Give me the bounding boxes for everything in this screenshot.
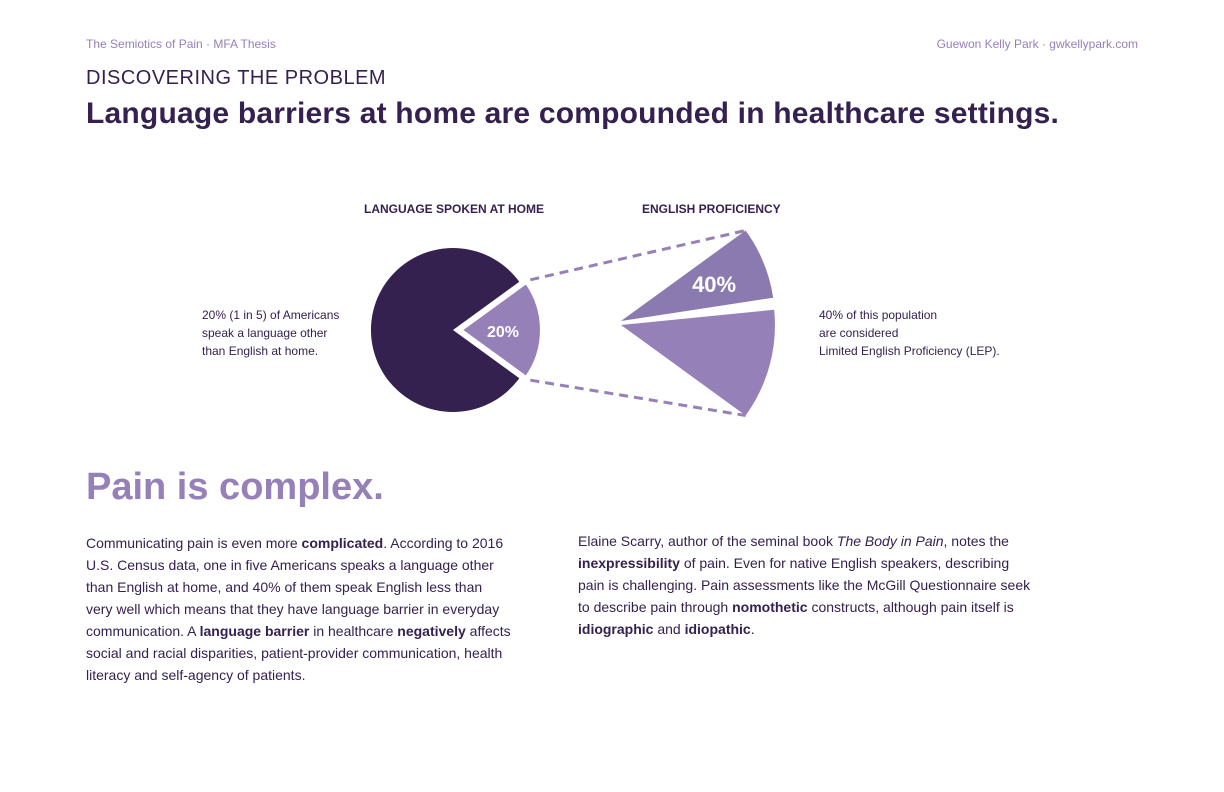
- header-thesis-title: The Semiotics of Pain · MFA Thesis: [86, 37, 276, 51]
- bold-run: idiopathic: [684, 621, 751, 637]
- paragraph-line: [86, 532, 536, 554]
- note-line: are considered: [819, 326, 899, 340]
- page-headline: Language barriers at home are compounded in healthcare settings.: [86, 97, 1060, 130]
- text-run: in healthcare: [309, 623, 398, 639]
- text-run: Elaine Scarry, author of the seminal book: [578, 533, 837, 549]
- text-run: literacy and self-agency of patients.: [86, 667, 306, 683]
- text-run: pain is challenging. Pain assessments like the McGill Questionnaire seek: [578, 577, 1031, 593]
- pie-label-40: 40%: [692, 272, 737, 298]
- bold-run: language barrier: [199, 623, 310, 639]
- text-run: affects: [465, 623, 511, 639]
- bold-run: complicated: [301, 535, 384, 551]
- text-run: constructs, although pain itself is: [807, 599, 1014, 615]
- text-run: . According to 2016: [383, 535, 504, 551]
- note-line: 20% (1 in 5) of Americans: [202, 308, 340, 322]
- paragraph-line: [86, 598, 536, 620]
- text-run: U.S. Census data, one in five Americans speaks a language other: [86, 557, 494, 573]
- text-run: very well which means that they have language barrier in everyday: [86, 601, 500, 617]
- text-run: social and racial disparities, patient-provider communication, health: [86, 645, 503, 661]
- bold-run: idiographic: [578, 621, 654, 637]
- paragraph-line: [578, 596, 1053, 618]
- paragraph-line: [578, 530, 1053, 552]
- text-run: and: [653, 621, 685, 637]
- note-language-home: [202, 306, 362, 360]
- paragraph-line: [578, 618, 1053, 640]
- paragraph-line: [86, 620, 536, 642]
- pie-slice-other: [621, 310, 775, 416]
- text-run: communication. A: [86, 623, 200, 639]
- chart-title-english-proficiency: ENGLISH PROFICIENCY: [642, 202, 781, 216]
- section-title: Pain is complex.: [86, 466, 384, 508]
- bold-run: negatively: [397, 623, 466, 639]
- header-author-site: Guewon Kelly Park · gwkellypark.com: [936, 37, 1138, 51]
- note-line: Limited English Proficiency (LEP).: [819, 344, 1000, 358]
- section-kicker: DISCOVERING THE PROBLEM: [86, 67, 387, 89]
- paragraph-line: [86, 576, 536, 598]
- text-run: of pain. Even for native English speakers, describing: [679, 555, 1010, 571]
- paragraph-line: [86, 554, 536, 576]
- text-run: .: [750, 621, 755, 637]
- note-line: than English at home.: [202, 344, 319, 358]
- paragraph-line: [86, 642, 536, 664]
- note-english-proficiency: [819, 306, 1019, 360]
- chart-title-language-home: LANGUAGE SPOKEN AT HOME: [364, 202, 545, 216]
- italic-run: The Body in Pain: [836, 533, 944, 549]
- pie-label-20: 20%: [486, 324, 520, 341]
- paragraph-left: [86, 532, 536, 686]
- paragraph-line: [86, 664, 536, 686]
- paragraph-line: [578, 552, 1053, 574]
- text-run: , notes the: [943, 533, 1009, 549]
- paragraph-right: [578, 530, 1053, 640]
- text-run: Communicating pain is even more: [86, 535, 302, 551]
- note-line: 40% of this population: [819, 308, 938, 322]
- text-run: to describe pain through: [578, 599, 733, 615]
- note-line: speak a language other: [202, 326, 328, 340]
- text-run: than English at home, and 40% of them speak English less than: [86, 579, 483, 595]
- paragraph-line: [578, 574, 1053, 596]
- bold-run: inexpressibility: [578, 555, 680, 571]
- bold-run: nomothetic: [732, 599, 808, 615]
